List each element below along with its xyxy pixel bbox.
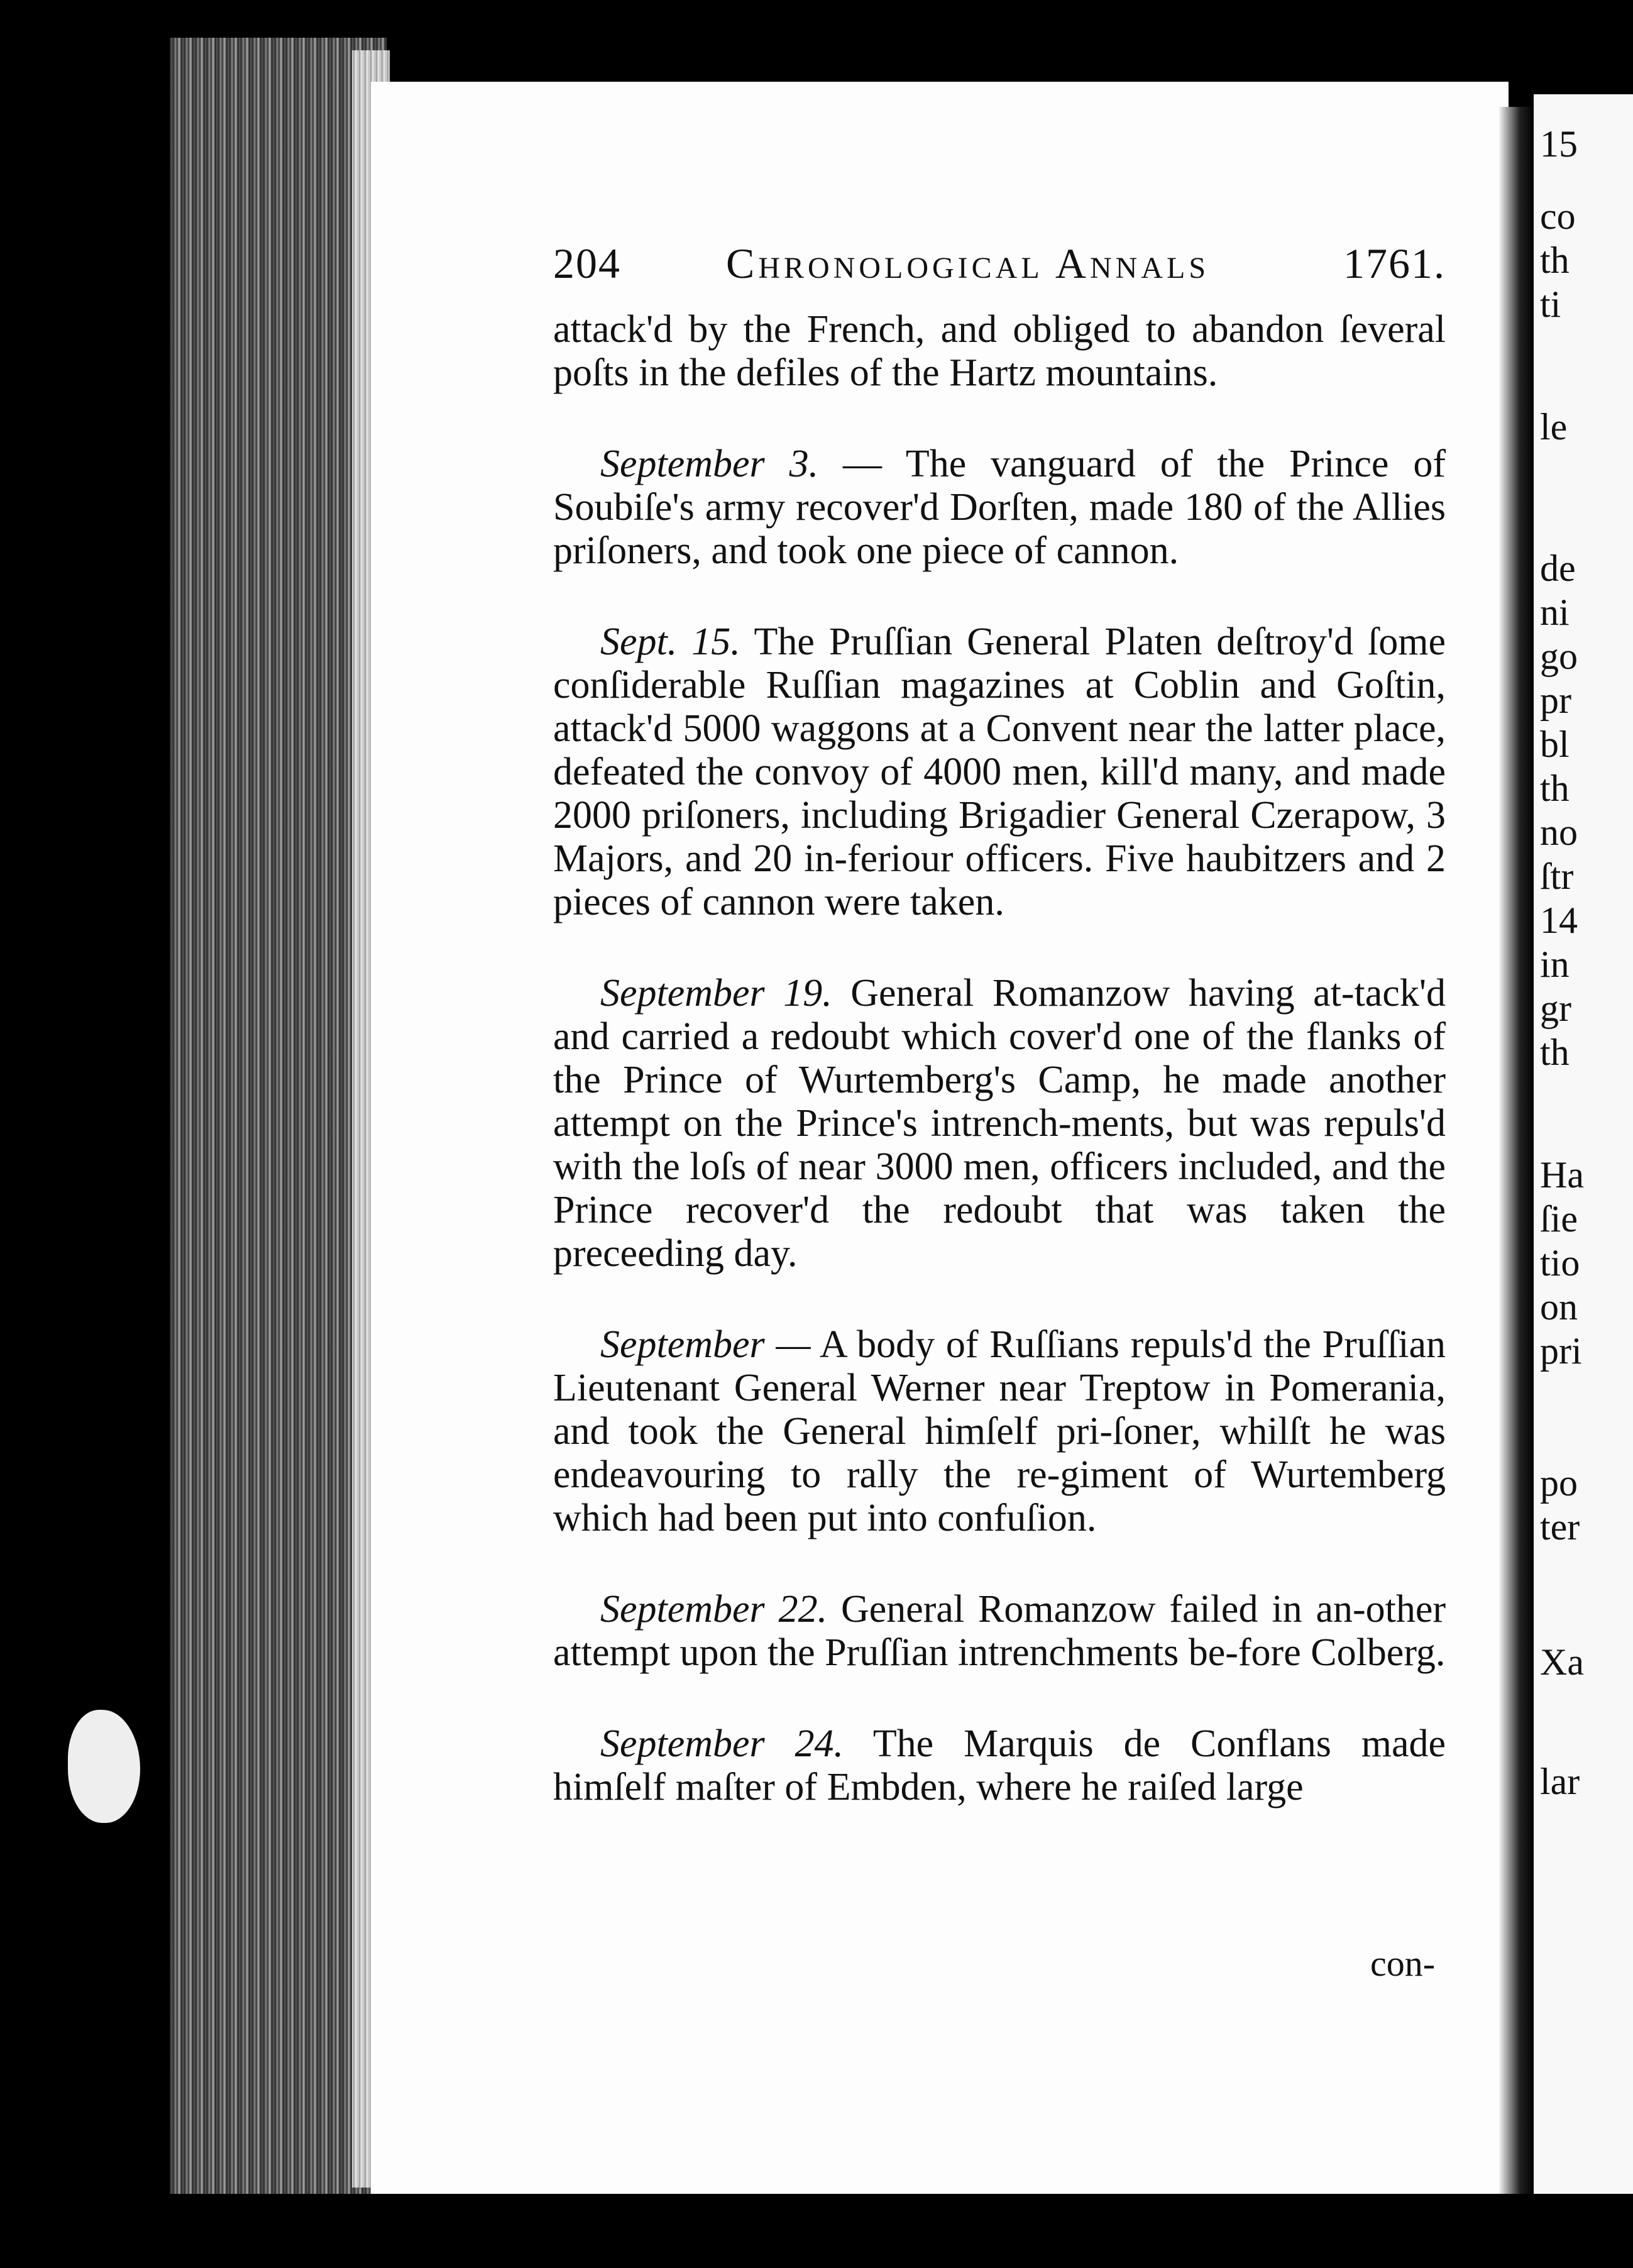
entry-date: September — [600,1323,811,1366]
paragraph [553,1323,1446,1540]
running-header [553,239,1446,289]
facing-page-fragment: Ha [1540,1154,1584,1196]
paragraph-text: — The vanguard of the Prince of Soubiſe's army recover'd Dorſten, made 180 of the Allies priſoners, and took one piece of cannon. [553,443,1446,572]
facing-page-fragment: 14 [1540,900,1578,941]
paragraph-text: A body of Ruſſians repuls'd the Pruſſian Lieutenant General Werner near Treptow in Pomerania, and took the General himſelf pri-ſoner, whilſt he was endeavouring to rally the re-giment of Wurtemberg which had been put into confuſion. [553,1323,1446,1539]
facing-page-fragment: th [1540,768,1570,809]
facing-page-fragment: th [1540,1032,1570,1073]
entry-date: September 19. [600,972,832,1015]
facing-page-fragment: Xa [1540,1641,1584,1683]
facing-page-fragment: no [1540,812,1578,853]
facing-page-fragment: ti [1540,284,1561,325]
entry-date: September 24. [600,1722,844,1765]
facing-page-fragment: de [1540,548,1576,589]
facing-page [1534,94,1633,2194]
paragraph [553,620,1446,924]
paragraph-text: General Romanzow having at-tack'd and carried a redoubt which cover'd one of the flanks of the Prince of Wurtemberg's Camp, he made another attempt on the Prince's intrench-ments, but was repuls'd with the loſs of near 3000 men, officers included, and the Prince recover'd the redoubt that was taken the preceeding day. [553,972,1446,1275]
facing-page-fragment: ſie [1540,1198,1578,1240]
facing-page-fragment: ni [1540,592,1570,633]
facing-page-fragment: pri [1540,1330,1582,1372]
facing-page-fragment: gr [1540,988,1571,1029]
paragraph-text: General Romanzow failed in an-other attempt upon the Pruſſian intrenchments be-fore Colberg. [553,1588,1446,1674]
running-title: Chronological Annals [726,239,1210,287]
facing-page-fragment: th [1540,239,1570,281]
paper-tear [68,1710,140,1823]
facing-page-fragment: tio [1540,1242,1580,1284]
paragraph [553,1588,1446,1675]
facing-page-fragment: le [1540,406,1568,448]
book-gutter [1499,107,1534,2194]
facing-page-fragment: lar [1540,1761,1580,1802]
paragraph [553,443,1446,573]
facing-page-fragment: bl [1540,724,1570,765]
facing-page-fragment: co [1540,195,1576,237]
facing-page-fragment: ter [1540,1506,1580,1548]
body-text [553,308,1446,1809]
paragraph [553,1722,1446,1809]
paragraph-text: The Pruſſian General Platen deſtroy'd ſome conſiderable Ruſſian magazines at Coblin and Goſtin, attack'd 5000 waggons at a Convent near the latter place, defeated the convoy of 4000 men, kill'd many, and made 2000 priſoners, including Brigadier General Czerapow, 3 Majors, and 20 in-feriour officers. Five haubitzers and 2 pieces of cannon were taken. [553,620,1446,923]
facing-page-fragment: on [1540,1286,1578,1328]
header-year: 1761. [1343,239,1446,287]
entry-date: Sept. 15. [600,620,740,663]
facing-page-fragment: po [1540,1462,1578,1504]
facing-page-fragment: pr [1540,680,1571,721]
facing-page-fragment: in [1540,944,1570,985]
entry-date: September 3. [600,443,819,485]
paragraph-text: attack'd by the French, and obliged to abandon ſeveral poſts in the defiles of the Hartz mountains. [553,308,1446,394]
entry-date: September 22. [600,1588,828,1631]
paragraph [553,308,1446,395]
paragraph [553,972,1446,1275]
page-number: 204 [553,239,621,287]
facing-page-fragment: ſtr [1540,856,1574,897]
facing-page-fragment: go [1540,636,1578,677]
facing-page-fragment: 15 [1540,123,1578,165]
catchword: con- [1370,1943,1436,1984]
paragraph-text: The Marquis de Conflans made himſelf maſter of Embden, where he raiſed large [553,1722,1446,1808]
